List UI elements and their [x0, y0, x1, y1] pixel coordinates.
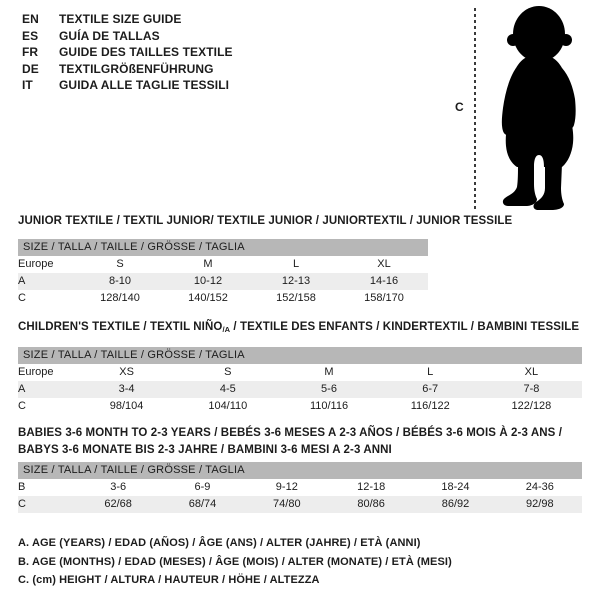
lang-code: FR — [22, 45, 39, 60]
size-cell: 110/116 — [309, 400, 349, 412]
size-cell: XS — [119, 366, 134, 378]
babies-table — [18, 462, 582, 513]
lang-code: DE — [22, 61, 39, 76]
size-cell: 86/92 — [441, 498, 470, 510]
table-row — [18, 364, 582, 381]
size-cell: M — [203, 258, 213, 270]
size-cell: 6-9 — [194, 481, 211, 493]
size-cell: 5-6 — [321, 383, 337, 395]
lang-row-es — [22, 28, 233, 45]
size-cell: 12-13 — [281, 275, 311, 287]
children-table-title — [18, 321, 579, 334]
lang-row-it — [22, 77, 233, 94]
size-cell: XL — [524, 366, 539, 378]
size-cell: 80/86 — [357, 498, 385, 510]
lang-row-fr — [22, 44, 233, 61]
children-table — [18, 347, 582, 415]
junior-table — [18, 239, 428, 307]
lang-code: EN — [22, 12, 39, 26]
size-cell: 104/110 — [208, 400, 248, 412]
size-cell: 12-18 — [357, 481, 386, 493]
size-cell: 24-36 — [525, 481, 554, 493]
size-cell: 128/140 — [100, 292, 140, 304]
size-cell: 8-10 — [108, 275, 132, 287]
size-cell: XL — [377, 258, 391, 270]
table-row — [18, 256, 428, 273]
row-label: C — [18, 498, 26, 510]
table-row — [18, 290, 428, 307]
size-cell: 9-12 — [275, 481, 298, 493]
size-cell: 3-4 — [118, 383, 135, 395]
size-cell: M — [324, 366, 334, 378]
height-measure-line — [474, 8, 476, 210]
row-label: C — [18, 400, 26, 412]
size-cell: 92/98 — [526, 498, 554, 510]
size-cell: 152/158 — [276, 292, 316, 304]
lang-row-en — [22, 11, 233, 28]
size-cell: 74/80 — [273, 498, 301, 510]
size-header-bar: SIZE / TALLA / TAILLE / GRÖSSE / TAGLIA — [18, 462, 582, 479]
size-cell: 98/104 — [109, 400, 144, 412]
table-row — [18, 496, 582, 513]
row-label: A — [18, 275, 26, 287]
size-cell: 158/170 — [364, 292, 404, 304]
lang-code: IT — [22, 78, 33, 93]
size-cell: S — [116, 258, 124, 270]
size-header-bar: SIZE / TALLA / TAILLE / GRÖSSE / TAGLIA — [18, 239, 428, 256]
size-cell: 140/152 — [188, 292, 228, 304]
size-cell: 116/122 — [410, 400, 450, 412]
size-cell: S — [224, 366, 232, 378]
babies-table-title-line2: BABYS 3-6 MONATE BIS 2-3 JAHRE / BAMBINI 3-6 MESI A 2-3 ANNI — [18, 444, 392, 456]
lang-title: GUIDA ALLE TAGLIE TESSILI — [59, 78, 230, 93]
row-label: A — [18, 383, 26, 395]
footnote-a: A. AGE (YEARS) / EDAD (AÑOS) / ÂGE (ANS) / ALTER (JAHRE) / ETÀ (ANNI) — [18, 537, 421, 549]
size-header-bar: SIZE / TALLA / TAILLE / GRÖSSE / TAGLIA — [18, 347, 582, 364]
children-title-post: / TEXTILE DES ENFANTS / KINDERTEXTIL / BAMBINI TESSILE — [230, 321, 580, 333]
baby-silhouette-icon — [482, 4, 594, 212]
lang-title: TEXTILE SIZE GUIDE — [59, 12, 182, 26]
size-cell: 10-12 — [193, 275, 223, 287]
junior-table-title: JUNIOR TEXTILE / TEXTIL JUNIOR/ TEXTILE JUNIOR / JUNIORTEXTIL / JUNIOR TESSILE — [18, 215, 513, 227]
footnote-legend — [18, 534, 452, 590]
size-cell: 3-6 — [110, 481, 127, 493]
size-cell: 68/74 — [188, 498, 217, 510]
size-cell: 4-5 — [219, 383, 236, 395]
size-cell: 7-8 — [523, 383, 540, 395]
lang-code: ES — [22, 28, 39, 43]
lang-row-de — [22, 61, 233, 78]
size-cell: L — [427, 366, 434, 378]
table-row — [18, 398, 582, 415]
children-title-sub: /A — [222, 325, 231, 334]
footnote-c: C. (cm) HEIGHT / ALTURA / HAUTEUR / HÖHE / ALTEZZA — [18, 574, 320, 586]
row-label: Europe — [18, 258, 54, 270]
children-title-pre: CHILDREN'S TEXTILE / TEXTIL NIÑO — [18, 321, 223, 333]
language-title-list — [22, 11, 233, 94]
lang-title: GUÍA DE TALLAS — [59, 28, 160, 43]
lang-title: GUIDE DES TAILLES TEXTILE — [59, 45, 233, 60]
size-cell: 122/128 — [511, 400, 552, 412]
table-row — [18, 273, 428, 290]
footnote-b: B. AGE (MONTHS) / EDAD (MESES) / ÂGE (MOIS) / ALTER (MONATE) / ETÀ (MESI) — [18, 555, 452, 568]
size-cell: 62/68 — [104, 498, 132, 510]
size-cell: 6-7 — [422, 383, 439, 395]
table-row — [18, 479, 582, 496]
lang-title: TEXTILGRÖßENFÜHRUNG — [59, 61, 214, 76]
table-row — [18, 381, 582, 398]
baby-figure — [450, 0, 600, 215]
row-label: C — [18, 292, 26, 304]
row-label: B — [18, 481, 26, 493]
size-cell: 18-24 — [441, 481, 470, 493]
size-cell: 14-16 — [369, 275, 399, 287]
size-cell: L — [292, 258, 300, 270]
babies-table-title-line1: BABIES 3-6 MONTH TO 2-3 YEARS / BEBÉS 3-6 MESES A 2-3 AÑOS / BÉBÉS 3-6 MOIS À 2-3 ANS / — [18, 427, 562, 439]
height-measure-label: C — [455, 100, 464, 114]
row-label: Europe — [18, 366, 54, 378]
